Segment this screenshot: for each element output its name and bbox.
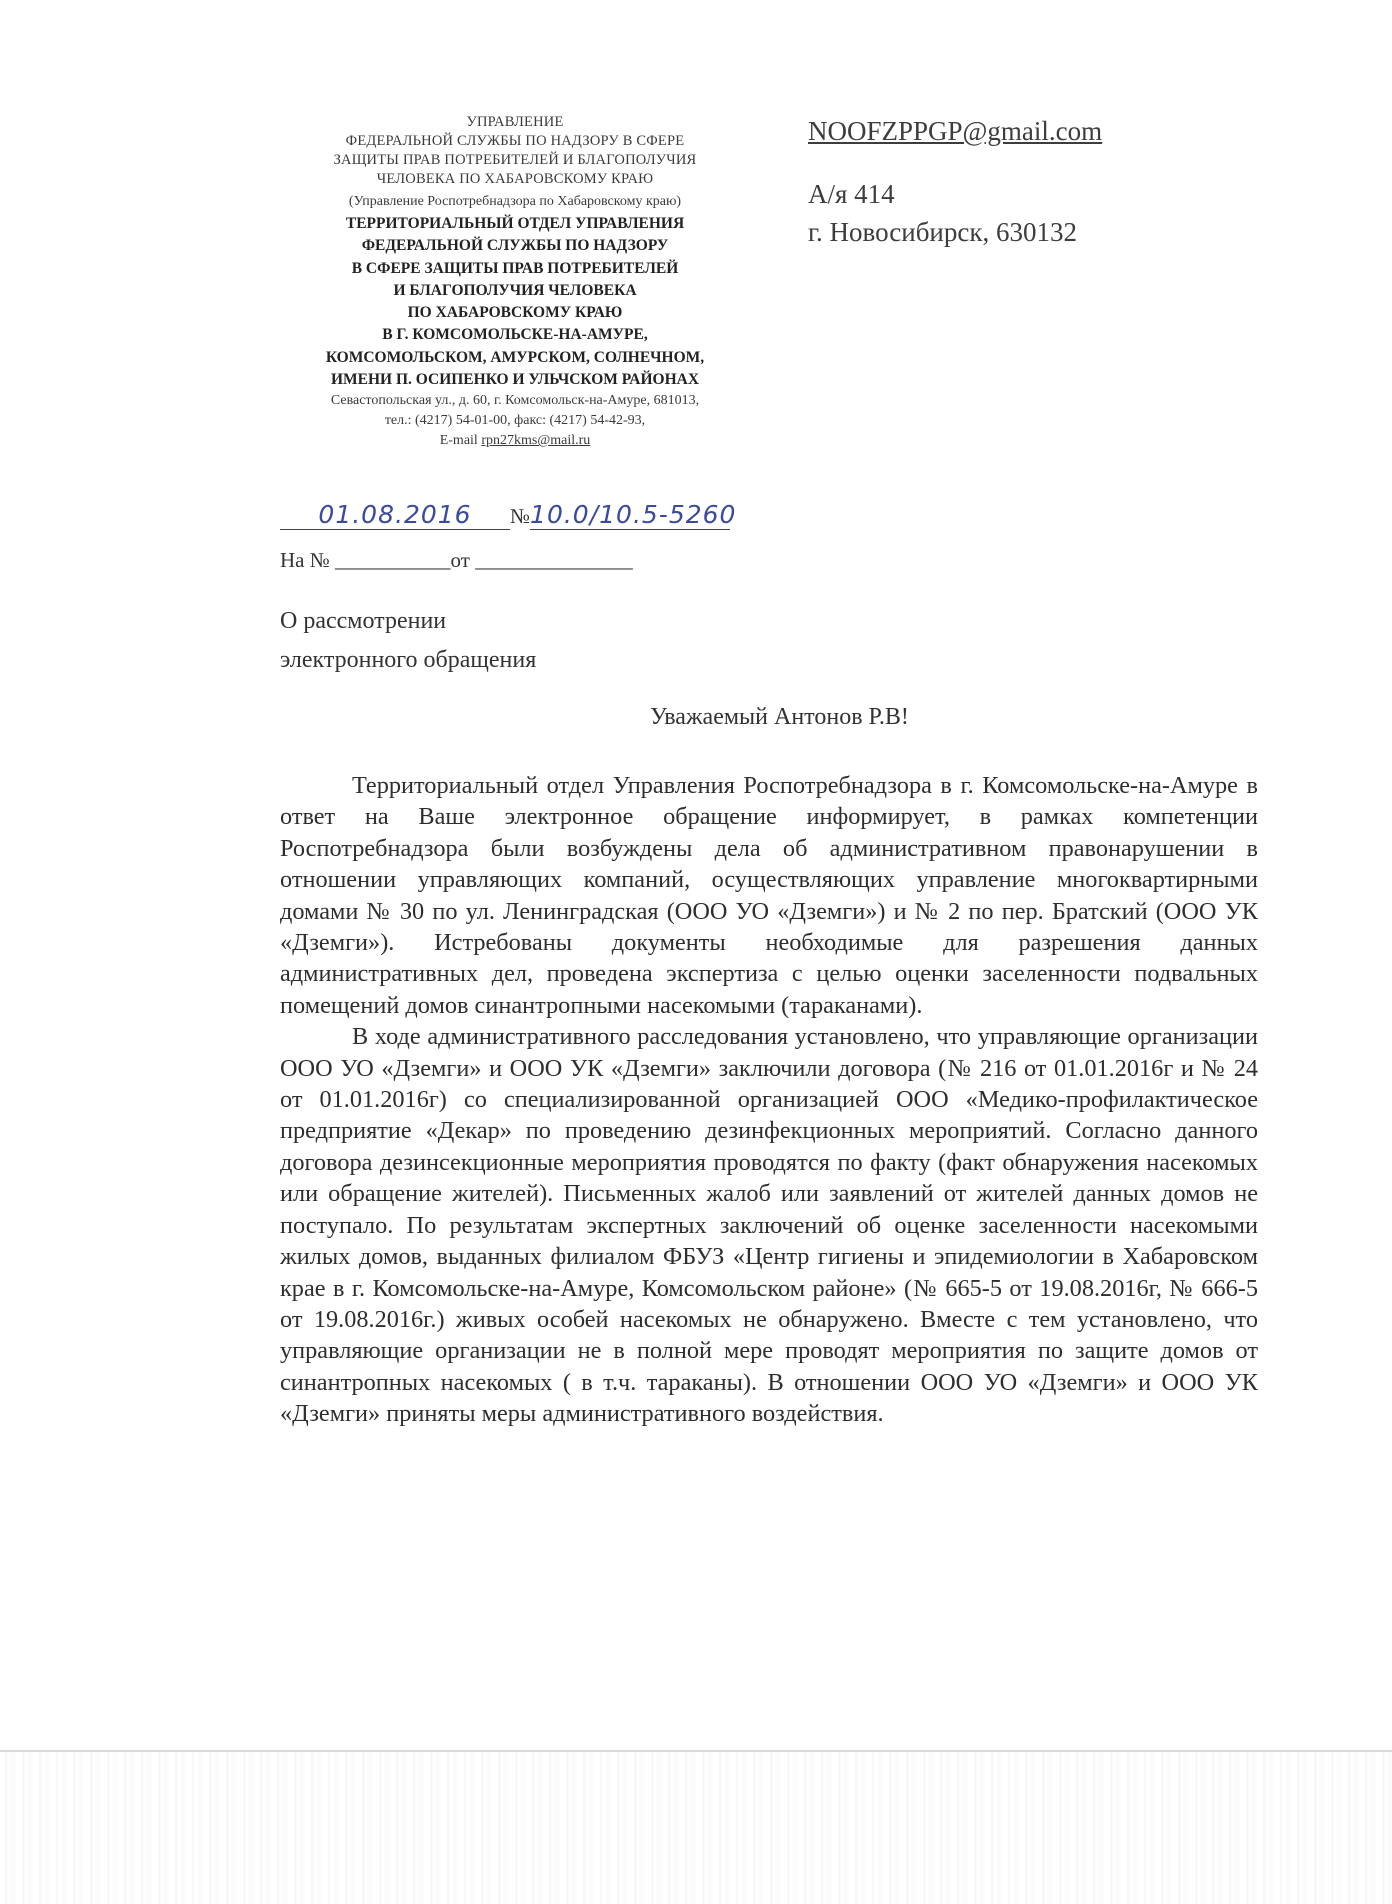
sender-email (270, 431, 760, 451)
letter-subject (280, 602, 536, 680)
sender-email-label: E-mail (439, 433, 482, 449)
reply-to-label: На № (280, 548, 330, 572)
handwritten-date: 01.08.2016 (318, 500, 472, 529)
handwritten-number: 10.0/10.5-5260 (530, 500, 737, 529)
from-label: от (450, 548, 470, 572)
dept-name-line: ПО ХАБАРОВСКОМУ КРАЮ (407, 304, 623, 322)
sender-email-link[interactable]: rpn27kms@mail.ru (481, 433, 591, 449)
scan-streaks (0, 1752, 1392, 1904)
greeting: Уважаемый Антонов Р.В! (650, 704, 909, 730)
sender-phone: тел.: (4217) 54-01-00, факс: (4217) 54-42-93, (384, 413, 646, 429)
org-name-line: ЗАЩИТЫ ПРАВ ПОТРЕБИТЕЛЕЙ И БЛАГОПОЛУЧИЯ (333, 152, 697, 168)
subject-line: О рассмотрении (280, 608, 447, 634)
subject-line: электронного обращения (280, 647, 537, 673)
outgoing-reference (280, 500, 737, 530)
dept-name-line: ФЕДЕРАЛЬНОЙ СЛУЖБЫ ПО НАДЗОРУ (361, 237, 669, 255)
letter-body (280, 770, 1258, 1430)
dept-name-line: КОМСОМОЛЬСКОМ, АМУРСКОМ, СОЛНЕЧНОМ, (325, 348, 705, 366)
org-name-line: ФЕДЕРАЛЬНОЙ СЛУЖБЫ ПО НАДЗОРУ В СФЕРЕ (345, 133, 685, 149)
sender-letterhead (270, 113, 760, 451)
body-paragraph: В ходе административного расследования установлено, что управляющие организации ООО УО «Дземги» и ООО УК «Дземги» заключили договора (№ 216 от 01.01.2016г и № 24 от 01.01.2016г) со специализированной организацией ООО «Медико-профилактическое предприятие «Декар» по проведению дезинфекционных мероприятий. Согласно данного договора дезинсекционные мероприятия проводятся по факту (факт обнаружения насекомых или обращение жителей). Письменных жалоб или заявлений от жителей данных домов не поступало. По результатам экспертных заключений об оценке заселенности насекомыми жилых домов, выданных филиалом ФБУЗ «Центр гигиены и эпидемиологии в Хабаровском крае в г. Комсомольске-на-Амуре, Комсомольском районе» (№ 665-5 от 19.08.2016г, № 666-5 от 19.08.2016г.) живых особей насекомых не обнаружено. Вместе с тем установлено, что управляющие организации не в полной мере проводят мероприятия по защите домов от синантропных насекомых ( в т.ч. тараканы). В отношении ООО УО «Дземги» и ООО УК «Дземги» приняты меры административного воздействия. (280, 1023, 1258, 1428)
org-name-line: УПРАВЛЕНИЕ (466, 114, 564, 130)
recipient-block (808, 116, 1102, 251)
org-short-name: (Управление Роспотребнадзора по Хабаровскому краю) (348, 194, 682, 209)
recipient-city: г. Новосибирск, 630132 (808, 217, 1077, 247)
recipient-email-link[interactable]: NOOFZPPGP@gmail.com (808, 116, 1103, 146)
reply-to-blank: ___________ (335, 548, 451, 572)
number-sign: № (510, 504, 531, 528)
dept-name-line: И БЛАГОПОЛУЧИЯ ЧЕЛОВЕКА (393, 281, 637, 299)
dept-name-line: ИМЕНИ П. ОСИПЕНКО И УЛЬЧСКОМ РАЙОНАХ (330, 371, 700, 389)
sender-address: Севастопольская ул., д. 60, г. Комсомольск-на-Амуре, 681013, (330, 393, 700, 409)
from-blank: _______________ (475, 548, 633, 572)
body-paragraph: Территориальный отдел Управления Роспотребнадзора в г. Комсомольске-на-Амуре в ответ на Ваше электронное обращение информирует, в рамках компетенции Роспотребнадзора были возбуждены дела об административном правонарушении в отношении управляющих компаний, осуществляющих управление многоквартирными домами № 30 по ул. Ленинградская (ООО УО «Дземги») и № 2 по пер. Братский (ООО УК «Дземги»). Истребованы документы необходимые для разрешения данных административных дел, проведена экспертиза с целью оценки заселенности подвальных помещений домов синантропными насекомыми (тараканами). (280, 772, 1258, 1019)
dept-name-line: В Г. КОМСОМОЛЬСКЕ-НА-АМУРЕ, (382, 326, 648, 344)
dept-name-line: ТЕРРИТОРИАЛЬНЫЙ ОТДЕЛ УПРАВЛЕНИЯ (345, 215, 685, 232)
incoming-reference (280, 548, 633, 573)
recipient-po-box: А/я 414 (808, 179, 895, 209)
org-name-line: ЧЕЛОВЕКА ПО ХАБАРОВСКОМУ КРАЮ (376, 171, 654, 187)
dept-name-line: В СФЕРЕ ЗАЩИТЫ ПРАВ ПОТРЕБИТЕЛЕЙ (351, 259, 679, 277)
